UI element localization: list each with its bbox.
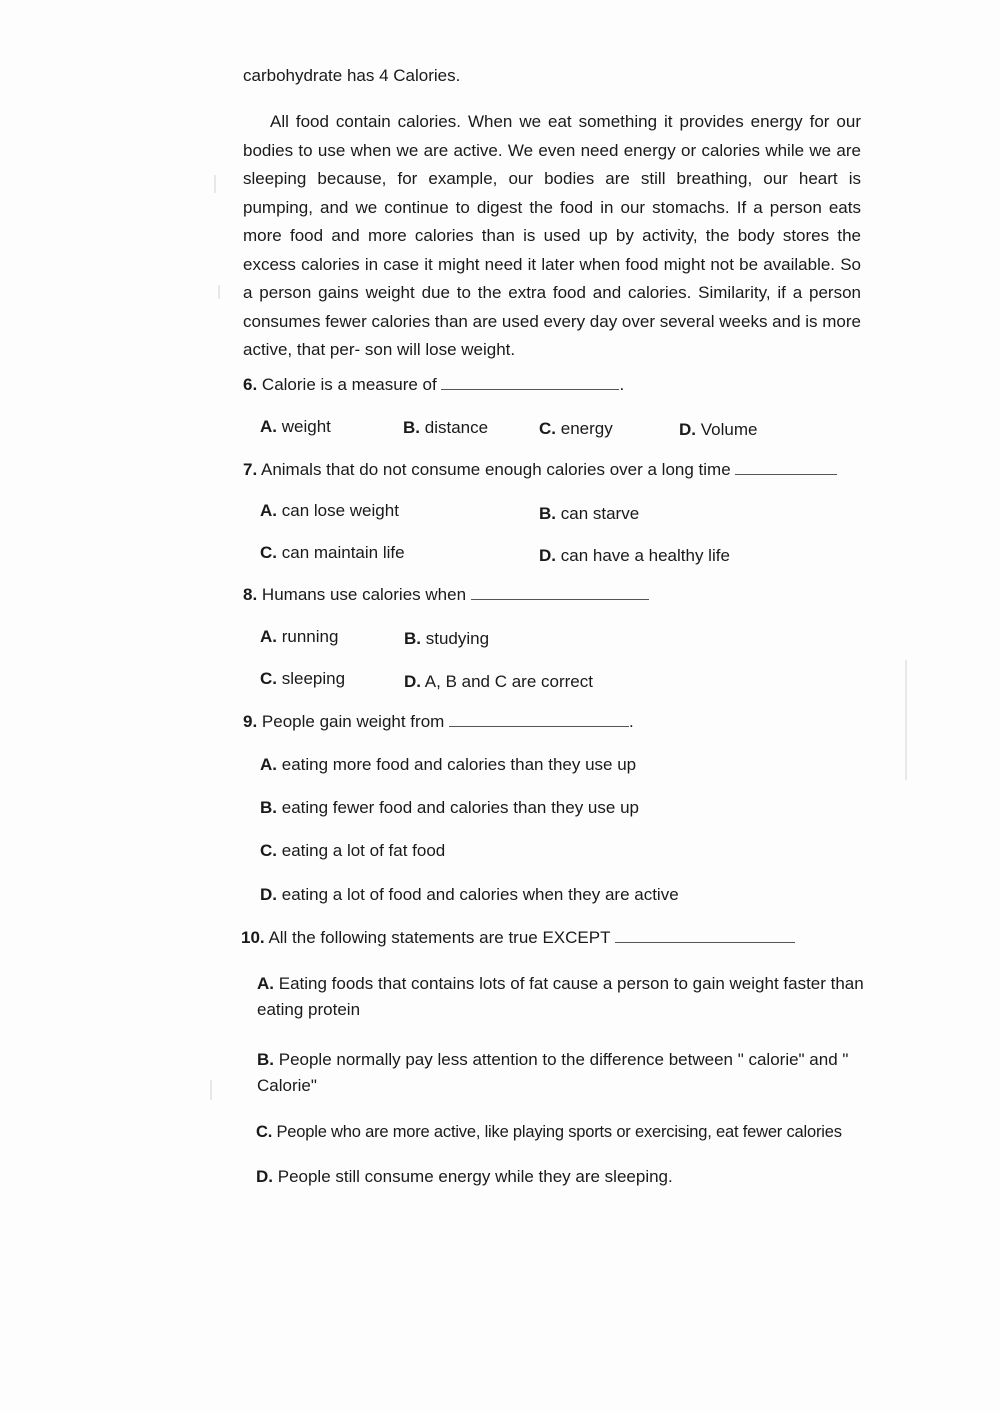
option-letter: D. — [539, 546, 556, 565]
option-letter: D. — [260, 885, 277, 904]
option-6d[interactable] — [679, 420, 757, 440]
option-text: energy — [560, 419, 613, 438]
scan-mark — [905, 660, 907, 780]
option-text: eating a lot of fat food — [281, 841, 446, 860]
answer-blank[interactable] — [449, 712, 629, 727]
option-text: eating more food and calories than they use up — [281, 755, 637, 774]
question-7 — [243, 460, 837, 480]
option-6c[interactable] — [539, 419, 613, 439]
option-8a[interactable] — [260, 627, 338, 647]
question-end: . — [629, 712, 634, 731]
answer-blank[interactable] — [441, 375, 619, 390]
option-text: eating a lot of food and calories when they are active — [281, 885, 679, 904]
option-text: can lose weight — [281, 501, 399, 520]
scan-mark — [210, 1080, 212, 1100]
option-letter: B. — [404, 629, 421, 648]
scan-mark — [218, 285, 220, 299]
question-number: 9. — [243, 712, 258, 731]
option-7a[interactable] — [260, 501, 399, 521]
option-letter: C. — [539, 419, 556, 438]
answer-blank[interactable] — [471, 585, 649, 600]
option-6a[interactable] — [260, 417, 331, 437]
question-6 — [243, 375, 624, 395]
option-letter: B. — [257, 1050, 274, 1069]
option-8c[interactable] — [260, 669, 345, 689]
option-8b[interactable] — [404, 629, 489, 649]
option-text: weight — [281, 417, 331, 436]
option-10b[interactable] — [257, 1047, 872, 1099]
option-10d[interactable] — [256, 1167, 673, 1187]
option-text: can maintain life — [281, 543, 405, 562]
option-text: studying — [425, 629, 490, 648]
question-text: Humans use calories when — [261, 585, 467, 604]
option-text: Eating foods that contains lots of fat cause a person to gain weight faster than eating protein — [257, 974, 864, 1019]
option-8d[interactable] — [404, 672, 593, 692]
option-text: sleeping — [281, 669, 346, 688]
option-letter: D. — [404, 672, 421, 691]
option-letter: D. — [256, 1167, 273, 1186]
option-letter: C. — [260, 669, 277, 688]
option-text: distance — [424, 418, 489, 437]
option-10a[interactable] — [257, 971, 872, 1023]
option-text: People normally pay less attention to the difference between " calorie" and " Calorie" — [257, 1050, 849, 1095]
option-letter: C. — [256, 1123, 273, 1141]
option-9b[interactable] — [260, 798, 639, 818]
option-letter: D. — [679, 420, 696, 439]
scan-mark — [214, 175, 216, 193]
option-9c[interactable] — [260, 841, 445, 861]
top-line: carbohydrate has 4 Calories. — [243, 66, 461, 85]
question-number: 7. — [243, 460, 258, 479]
option-10c[interactable] — [256, 1123, 842, 1142]
paragraph-text: All food contain calories. When we eat something it provides energy for our bodies to use when we are active. We even need energy or calories while we are sleeping because, for example, our bodies are still breathing, our heart is pumping, and we continue to digest the food in our stomachs. If a person eats more food and more calories than is used up by activity, the body stores the excess calories in case it might need it later when food might not be available. So a person gains weight due to the extra food and calories. Similarity, if a person consumes fewer calories than are used every day over several weeks and is more active, that per- son will lose weight. — [243, 112, 861, 359]
option-text: running — [281, 627, 339, 646]
question-10 — [241, 928, 795, 948]
option-letter: A. — [257, 974, 274, 993]
option-text: Volume — [700, 420, 758, 439]
reading-paragraph — [243, 108, 861, 365]
option-9a[interactable] — [260, 755, 636, 775]
question-number: 8. — [243, 585, 258, 604]
option-7d[interactable] — [539, 546, 730, 566]
option-9d[interactable] — [260, 885, 679, 905]
question-text: Animals that do not consume enough calories over a long time — [260, 460, 731, 479]
option-text: eating fewer food and calories than they use up — [281, 798, 639, 817]
question-9 — [243, 712, 634, 732]
question-number: 10. — [241, 928, 265, 947]
option-7c[interactable] — [260, 543, 405, 563]
option-letter: A. — [260, 755, 277, 774]
option-letter: B. — [260, 798, 277, 817]
option-text: can have a healthy life — [560, 546, 730, 565]
option-text: can starve — [560, 504, 640, 523]
question-text: All the following statements are true EXCEPT — [268, 928, 611, 947]
question-number: 6. — [243, 375, 258, 394]
option-6b[interactable] — [403, 418, 488, 438]
answer-blank[interactable] — [735, 460, 837, 475]
option-text: People still consume energy while they are sleeping. — [277, 1167, 673, 1186]
option-letter: C. — [260, 841, 277, 860]
option-letter: B. — [539, 504, 556, 523]
option-text: A, B and C are correct — [424, 672, 593, 691]
question-8 — [243, 585, 649, 605]
option-text: People who are more active, like playing sports or exercising, eat fewer calories — [276, 1123, 842, 1141]
question-text: People gain weight from — [261, 712, 445, 731]
option-letter: A. — [260, 627, 277, 646]
option-letter: C. — [260, 543, 277, 562]
question-end: . — [619, 375, 625, 394]
question-text: Calorie is a measure of — [261, 375, 437, 394]
option-letter: A. — [260, 501, 277, 520]
option-letter: A. — [260, 417, 277, 436]
option-letter: B. — [403, 418, 420, 437]
answer-blank[interactable] — [615, 928, 795, 943]
option-7b[interactable] — [539, 504, 639, 524]
